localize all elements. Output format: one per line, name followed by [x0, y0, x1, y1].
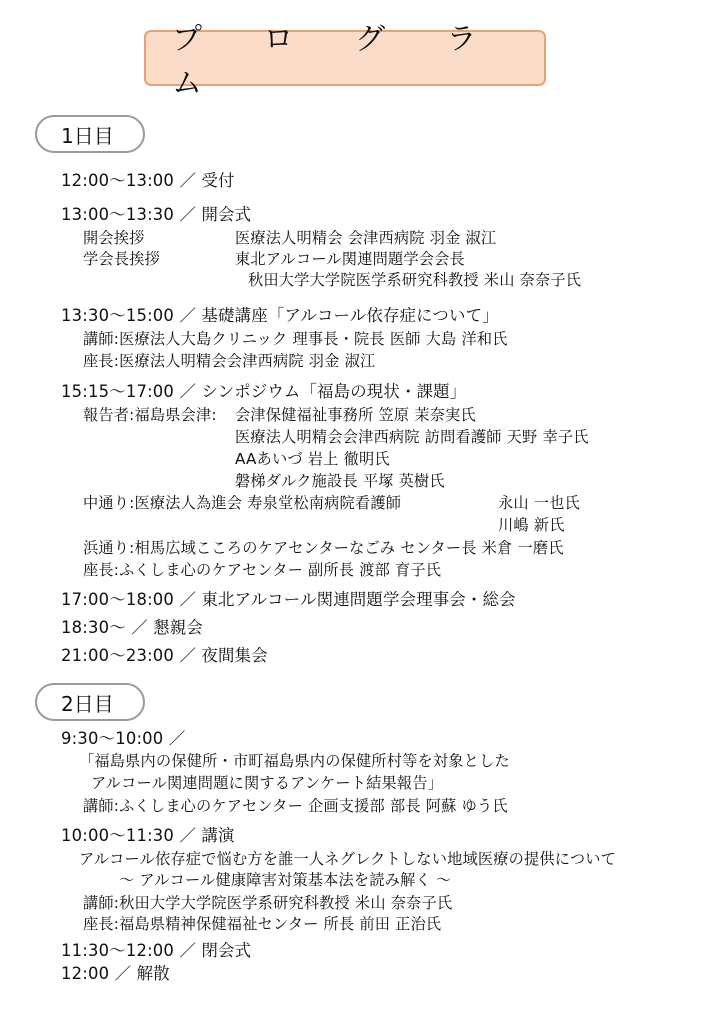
day1-slot-basic-course: 13:30〜15:00 ／ 基礎講座「アルコール依存症について」 [61, 306, 499, 325]
report-title-2: アルコール関連問題に関するアンケート結果報告」 [91, 774, 444, 792]
lecture-title-1: アルコール依存症で悩む方を誰一人ネグレクトしない地域医療の提供について [79, 850, 617, 868]
day2-slot-dismissal: 12:00 ／ 解散 [61, 964, 170, 983]
day1-slot-board-meeting: 17:00〜18:00 ／ 東北アルコール関連問題学会理事会・総会 [61, 590, 516, 609]
basic-course-chair: 座長:医療法人明精会会津西病院 羽金 淑江 [83, 352, 376, 370]
president-greeting-name-2: 秋田大学大学院医学系研究科教授 米山 奈奈子氏 [248, 271, 582, 289]
day1-slot-reception: 12:00〜13:00 ／ 受付 [61, 171, 235, 190]
president-greeting-role: 学会長挨拶 [83, 250, 160, 268]
opening-greeting-name: 医療法人明精会 会津西病院 羽金 淑江 [235, 229, 497, 247]
hamadori-reporter: 浜通り:相馬広域こころのケアセンターなごみ センター長 米倉 一磨氏 [83, 539, 564, 557]
opening-greeting-role: 開会挨拶 [83, 229, 145, 247]
report-lecturer: 講師:ふくしま心のケアセンター 企画支援部 部長 阿蘇 ゆう氏 [83, 797, 508, 815]
reporter-4: 磐梯ダルク施設長 平塚 英樹氏 [235, 472, 445, 490]
reporter-2: 医療法人明精会会津西病院 訪問看護師 天野 幸子氏 [235, 428, 589, 446]
nakadori-name-2: 川嶋 新氏 [498, 516, 565, 534]
lecture-title-2: 〜 アルコール健康障害対策基本法を読み解く 〜 [119, 871, 452, 889]
day2-slot-closing: 11:30〜12:00 ／ 閉会式 [61, 941, 252, 960]
day2-label: 2日目 [35, 683, 145, 721]
day2-slot-lecture: 10:00〜11:30 ／ 講演 [61, 826, 235, 845]
day1-slot-social: 18:30〜 ／ 懇親会 [61, 618, 204, 637]
lecture-lecturer: 講師:秋田大学大学院医学系研究科教授 米山 奈奈子氏 [83, 894, 453, 912]
president-greeting-name: 東北アルコール関連問題学会会長 [235, 250, 465, 268]
day2-slot-report: 9:30〜10:00 ／ [61, 729, 186, 748]
report-title-1: 「福島県内の保健所・市町福島県内の保健所村等を対象とした [79, 752, 510, 770]
program-title: プ ロ グ ラ ム [144, 30, 546, 86]
reporter-label: 報告者:福島県会津: [83, 406, 217, 424]
symposium-chair: 座長:ふくしま心のケアセンター 副所長 渡部 育子氏 [83, 561, 442, 579]
day1-slot-symposium: 15:15〜17:00 ／ シンポジウム「福島の現状・課題」 [61, 382, 467, 401]
nakadori-reporter: 中通り:医療法人為進会 寿泉堂松南病院看護師 [83, 494, 402, 512]
day1-slot-opening: 13:00〜13:30 ／ 開会式 [61, 205, 252, 224]
reporter-3: AAあいづ 岩上 徹明氏 [235, 450, 390, 468]
day1-label: 1日目 [35, 115, 145, 153]
basic-course-lecturer: 講師:医療法人大島クリニック 理事長・院長 医師 大島 洋和氏 [83, 330, 508, 348]
lecture-chair: 座長:福島県精神保健福祉センター 所長 前田 正治氏 [83, 915, 442, 933]
reporter-1: 会津保健福祉事務所 笠原 茉奈実氏 [235, 406, 476, 424]
nakadori-name-1: 永山 一也氏 [498, 494, 580, 512]
day1-slot-night: 21:00〜23:00 ／ 夜間集会 [61, 646, 268, 665]
